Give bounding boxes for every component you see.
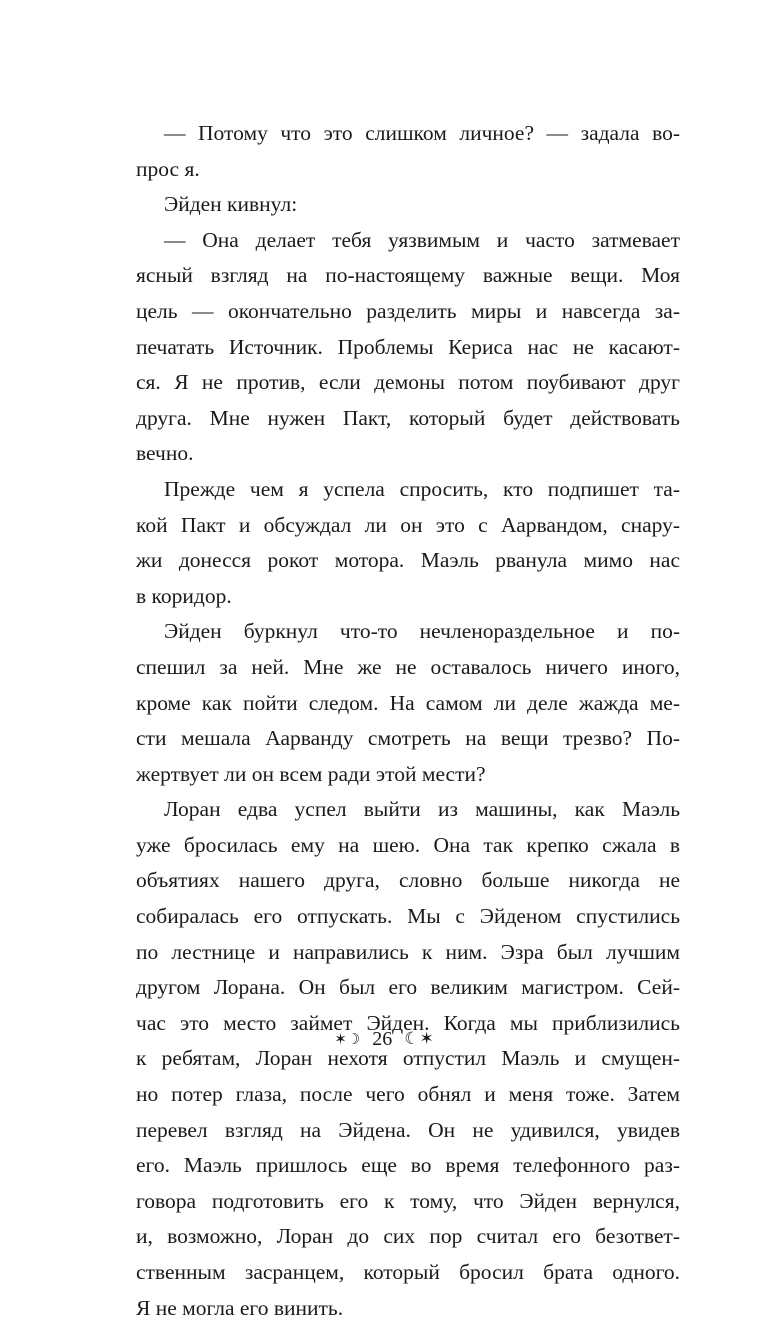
text-line: — Потому что это слишком личное? — задала во- [164, 121, 680, 145]
text-line: спешил за ней. Мне же не оставалось ничего иного, [136, 654, 680, 679]
text-line: Эйден буркнул что-то нечленораздельное и по- [164, 619, 680, 644]
text-line: другом Лорана. Он был его великим магистром. Сей- [136, 975, 680, 1000]
text-line: уже бросилась ему на шею. Она так крепко сжала в [136, 832, 680, 857]
body-text [136, 116, 680, 1326]
text-line: ясный взгляд на по-настоящему важные вещи. Моя [136, 263, 680, 288]
text-line: кроме как пойти следом. На самом ли деле жажда ме- [136, 690, 680, 715]
text-line: его. Маэль пришлось еще во время телефонного раз- [136, 1153, 680, 1178]
text-line: жи донесся рокот мотора. Маэль рванула мимо нас [136, 548, 680, 573]
text-line: сти мешала Аарванду смотреть на вещи трезво? По- [136, 726, 680, 751]
page-footer [0, 1024, 768, 1053]
text-line: — Она делает тебя уязвимым и часто затмевает [164, 227, 680, 252]
text-line: печатать Источник. Проблемы Кериса нас не касают- [136, 334, 680, 359]
text-line: Эйден кивнул: [164, 192, 298, 217]
text-line: но потер глаза, после чего обнял и меня тоже. Затем [136, 1082, 680, 1107]
text-line: цель — окончательно разделить миры и навсегда за- [136, 298, 680, 323]
text-line: ся. Я не против, если демоны потом поубивают друг [136, 370, 680, 395]
text-line: и, возможно, Лоран до сих пор считал его безответ- [136, 1224, 680, 1249]
star-moon-ornament-icon: ✶☽ [334, 1030, 361, 1049]
text-line: друга. Мне нужен Пакт, который будет действовать [136, 405, 680, 430]
text-line: Лоран едва успел выйти из машины, как Маэль [164, 797, 680, 822]
text-line: собиралась его отпускать. Мы с Эйденом спустились [136, 904, 680, 929]
text-line: час это место займет Эйден. Когда мы приблизились [136, 1010, 680, 1035]
text-line: кой Пакт и обсуждал ли он это с Аарвандом, снару- [136, 512, 680, 537]
text-line: к ребятам, Лоран нехотя отпустил Маэль и смущен- [136, 1046, 680, 1071]
text-line: перевел взгляд на Эйдена. Он не удивился, увидев [136, 1117, 680, 1142]
text-line: Прежде чем я успела спросить, кто подпишет та- [164, 476, 680, 501]
text-line: объятиях нашего друга, словно больше никогда не [136, 868, 680, 893]
page-number: 26 [372, 1028, 393, 1051]
text-line: вечно. [136, 441, 194, 466]
text-line: ственным засранцем, который бросил брата одного. [136, 1260, 680, 1284]
text-line: Я не могла его винить. [136, 1295, 344, 1320]
text-line: жертвует ли он всем ради этой мести? [136, 761, 486, 786]
moon-star-ornament-icon: ☾✶ [404, 1029, 434, 1050]
text-line: прос я. [136, 156, 200, 181]
text-line: в коридор. [136, 583, 232, 608]
text-line: говора подготовить его к тому, что Эйден вернулся, [136, 1188, 680, 1213]
text-line: по лестнице и направились к ним. Эзра был лучшим [136, 939, 680, 964]
